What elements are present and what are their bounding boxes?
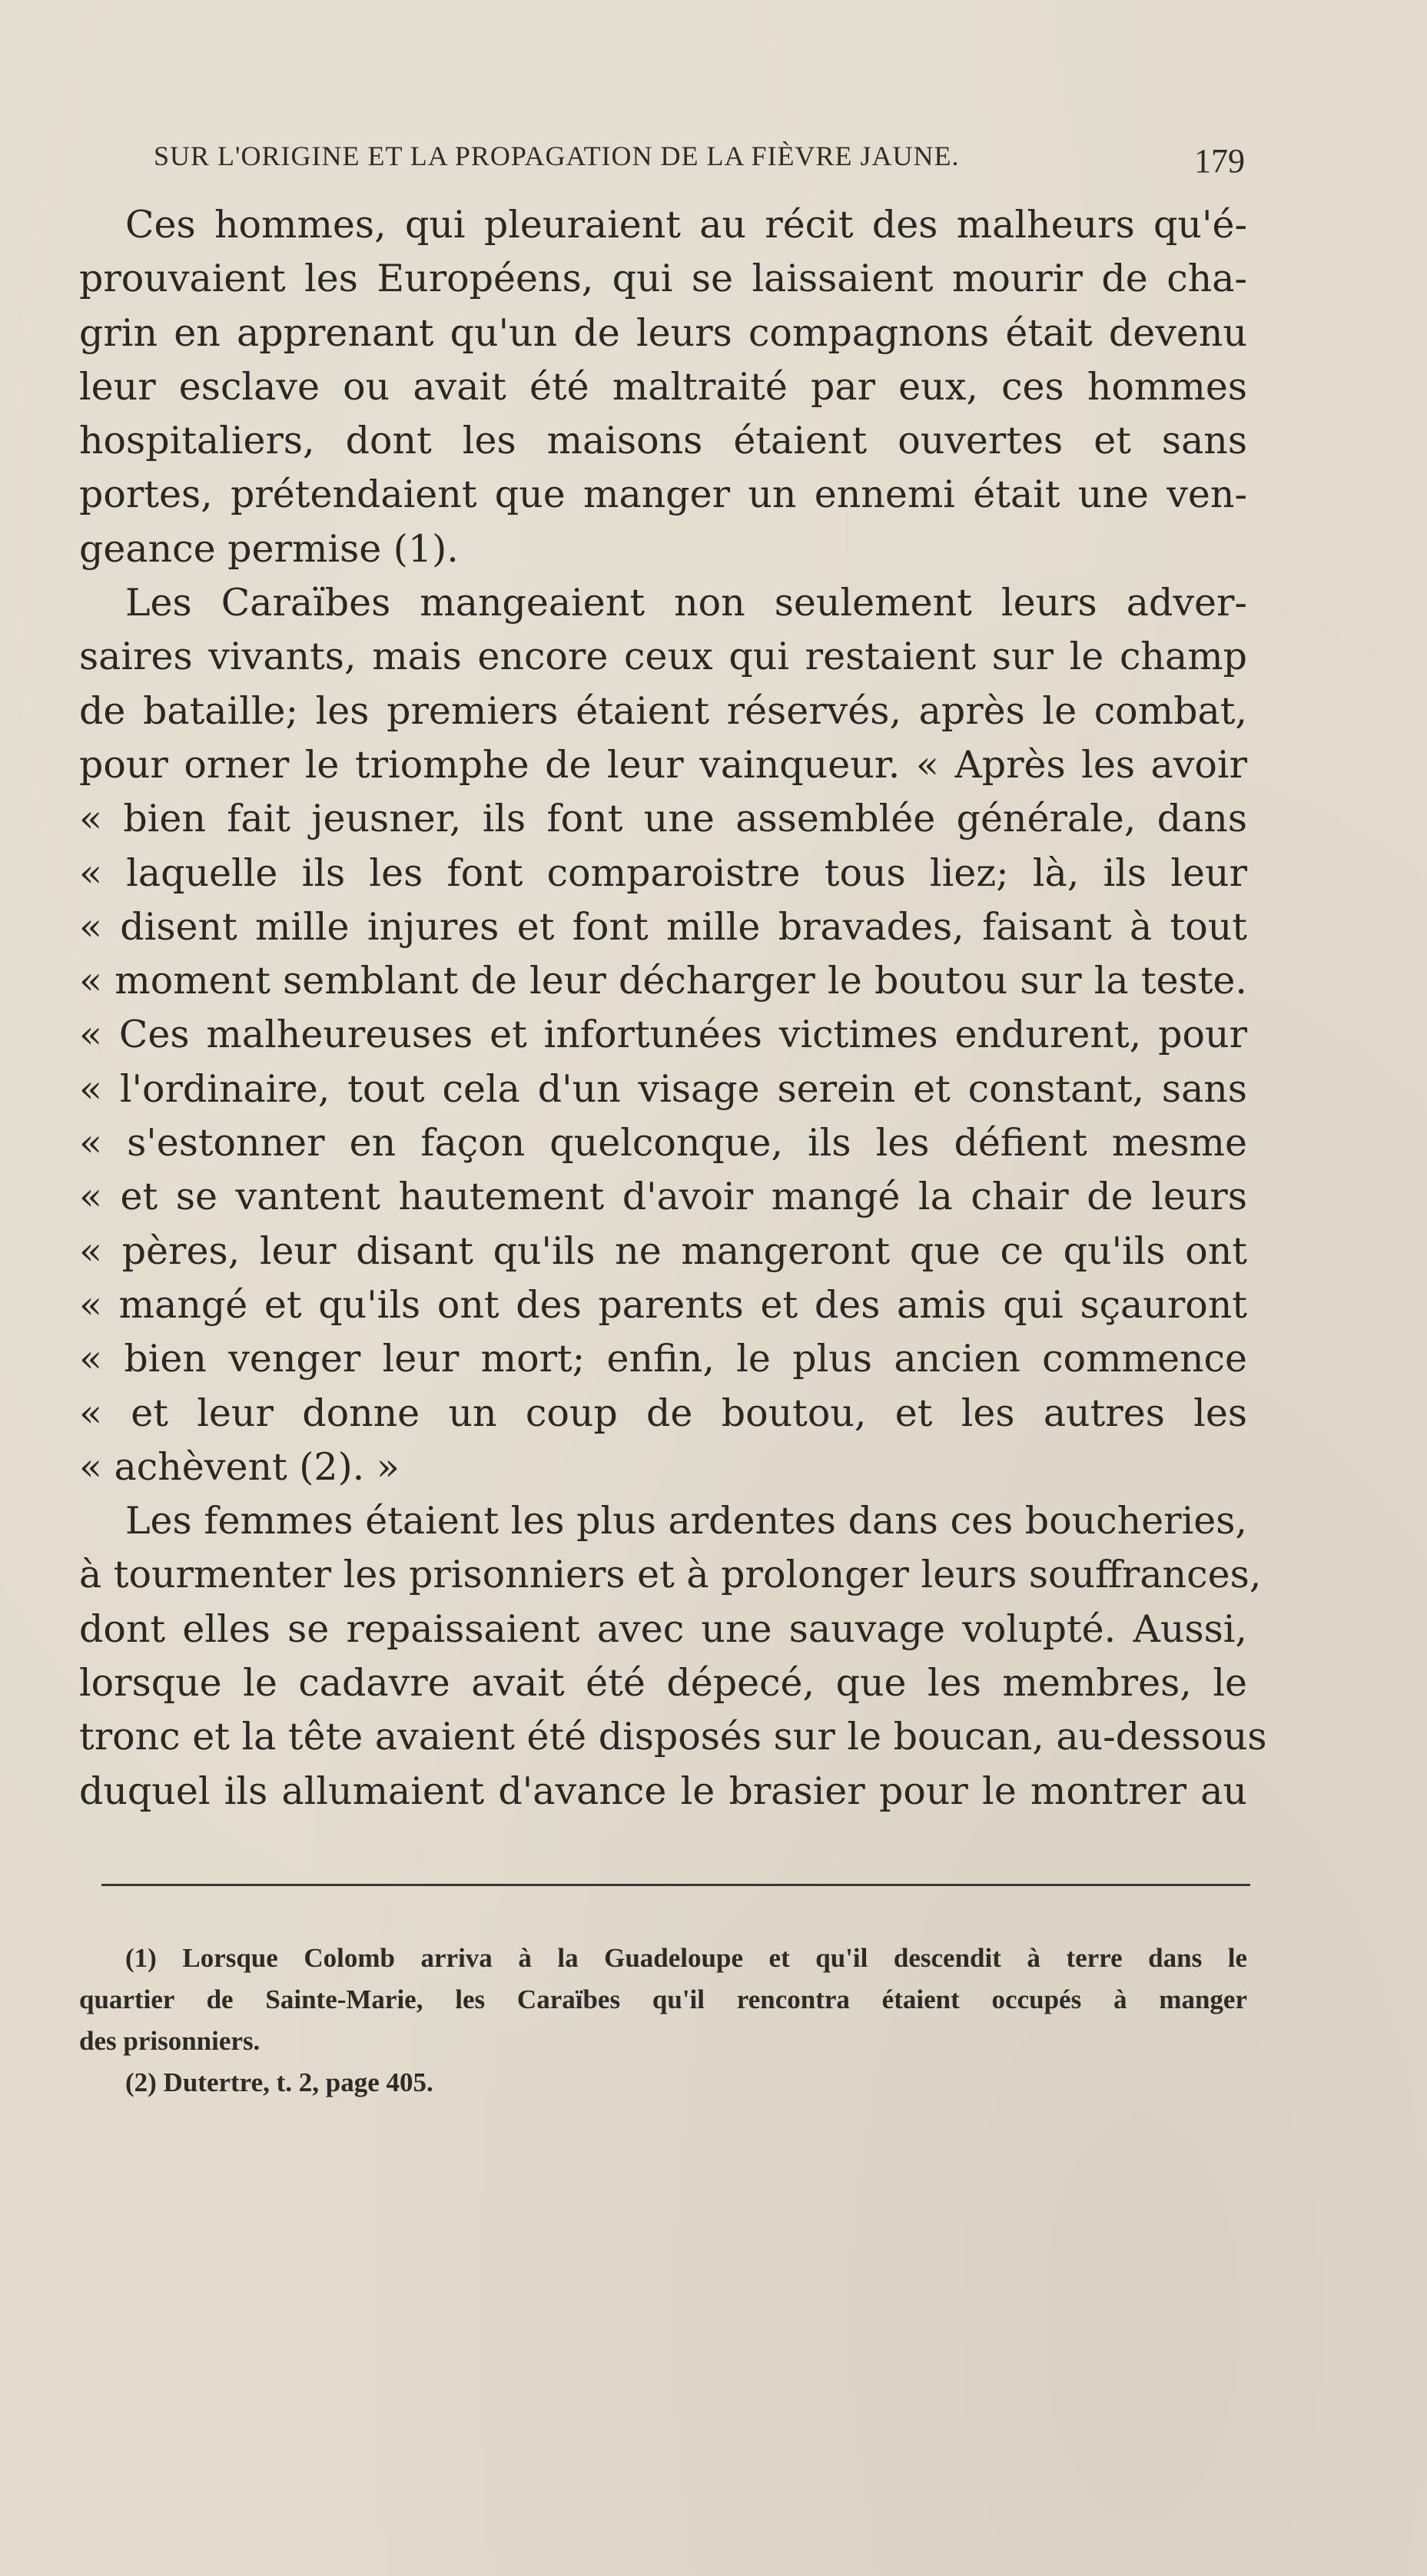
text-line: « bien venger leur mort; enfin, le plus ancien commence	[79, 1337, 1247, 1381]
footnotes	[79, 1938, 1247, 2104]
text-line: leur esclave ou avait été maltraité par eux, ces hommes	[79, 364, 1247, 409]
text-line: prouvaient les Européens, qui se laissaient mourir de cha-	[79, 257, 1247, 301]
text-line: de bataille; les premiers étaient réservés, après le combat,	[79, 688, 1247, 733]
text-line: duquel ils allumaient d'avance le brasier pour le montrer au	[79, 1769, 1247, 1813]
text-line: Les femmes étaient les plus ardentes dans ces boucheries,	[125, 1499, 1247, 1543]
text-line: « disent mille injures et font mille bravades, faisant à tout	[79, 904, 1247, 949]
text-line: « l'ordinaire, tout cela d'un visage serein et constant, sans	[79, 1066, 1247, 1111]
page-number: 179	[1194, 142, 1245, 180]
text-line: grin en apprenant qu'un de leurs compagnons était devenu	[79, 310, 1247, 355]
text-line: saires vivants, mais encore ceux qui restaient sur le champ	[79, 635, 1247, 679]
page-header	[154, 140, 1245, 186]
text-line: « s'estonner en façon quelconque, ils les défient mesme	[79, 1121, 1247, 1165]
running-title: SUR L'ORIGINE ET LA PROPAGATION DE LA FIÈVRE JAUNE.	[154, 141, 960, 171]
footnote-line: (2) Dutertre, t. 2, page 405.	[125, 2067, 433, 2097]
footnote-line: (1) Lorsque Colomb arriva à la Guadeloupe et qu'il descendit à terre dans le	[125, 1943, 1247, 1973]
text-line: « mangé et qu'ils ont des parents et des amis qui sçauront	[79, 1282, 1247, 1327]
text-line: « et se vantent hautement d'avoir mangé la chair de leurs	[79, 1175, 1247, 1219]
text-line: portes, prétendaient que manger un ennemi était une ven-	[79, 472, 1247, 517]
text-line: « Ces malheureuses et infortunées victimes endurent, pour	[79, 1013, 1247, 1057]
text-line: pour orner le triomphe de leur vainqueur. « Après les avoir	[79, 742, 1247, 787]
text-line: « pères, leur disant qu'ils ne mangeront que ce qu'ils ont	[79, 1228, 1247, 1273]
text-line: hospitaliers, dont les maisons étaient ouvertes et sans	[79, 419, 1247, 463]
text-line: geance permise (1).	[79, 526, 459, 571]
text-line: lorsque le cadavre avait été dépecé, que les membres, le	[79, 1661, 1247, 1706]
body-text	[79, 198, 1267, 1818]
footnote-rule	[101, 1884, 1250, 1886]
text-line: tronc et la tête avaient été disposés sur le boucan, au-dessous	[79, 1715, 1267, 1759]
text-line: « laquelle ils les font comparoistre tous liez; là, ils leur	[79, 850, 1247, 895]
text-line: dont elles se repaissaient avec une sauvage volupté. Aussi,	[79, 1606, 1247, 1651]
footnote-line: quartier de Sainte-Marie, les Caraïbes qu'il rencontra étaient occupés à manger	[79, 1984, 1247, 2014]
text-line: « bien fait jeusner, ils font une assemblée générale, dans	[79, 797, 1247, 841]
text-line: Les Caraïbes mangeaient non seulement leurs adver-	[125, 581, 1247, 625]
text-line: « et leur donne un coup de boutou, et les autres les	[79, 1391, 1247, 1435]
text-line: « achèvent (2). »	[79, 1444, 400, 1489]
text-line: « moment semblant de leur décharger le boutou sur la teste.	[79, 959, 1247, 1003]
footnote-line: des prisonniers.	[79, 2026, 261, 2056]
text-line: à tourmenter les prisonniers et à prolonger leurs souffrances,	[79, 1553, 1262, 1597]
text-line: Ces hommes, qui pleuraient au récit des malheurs qu'é-	[125, 203, 1247, 247]
